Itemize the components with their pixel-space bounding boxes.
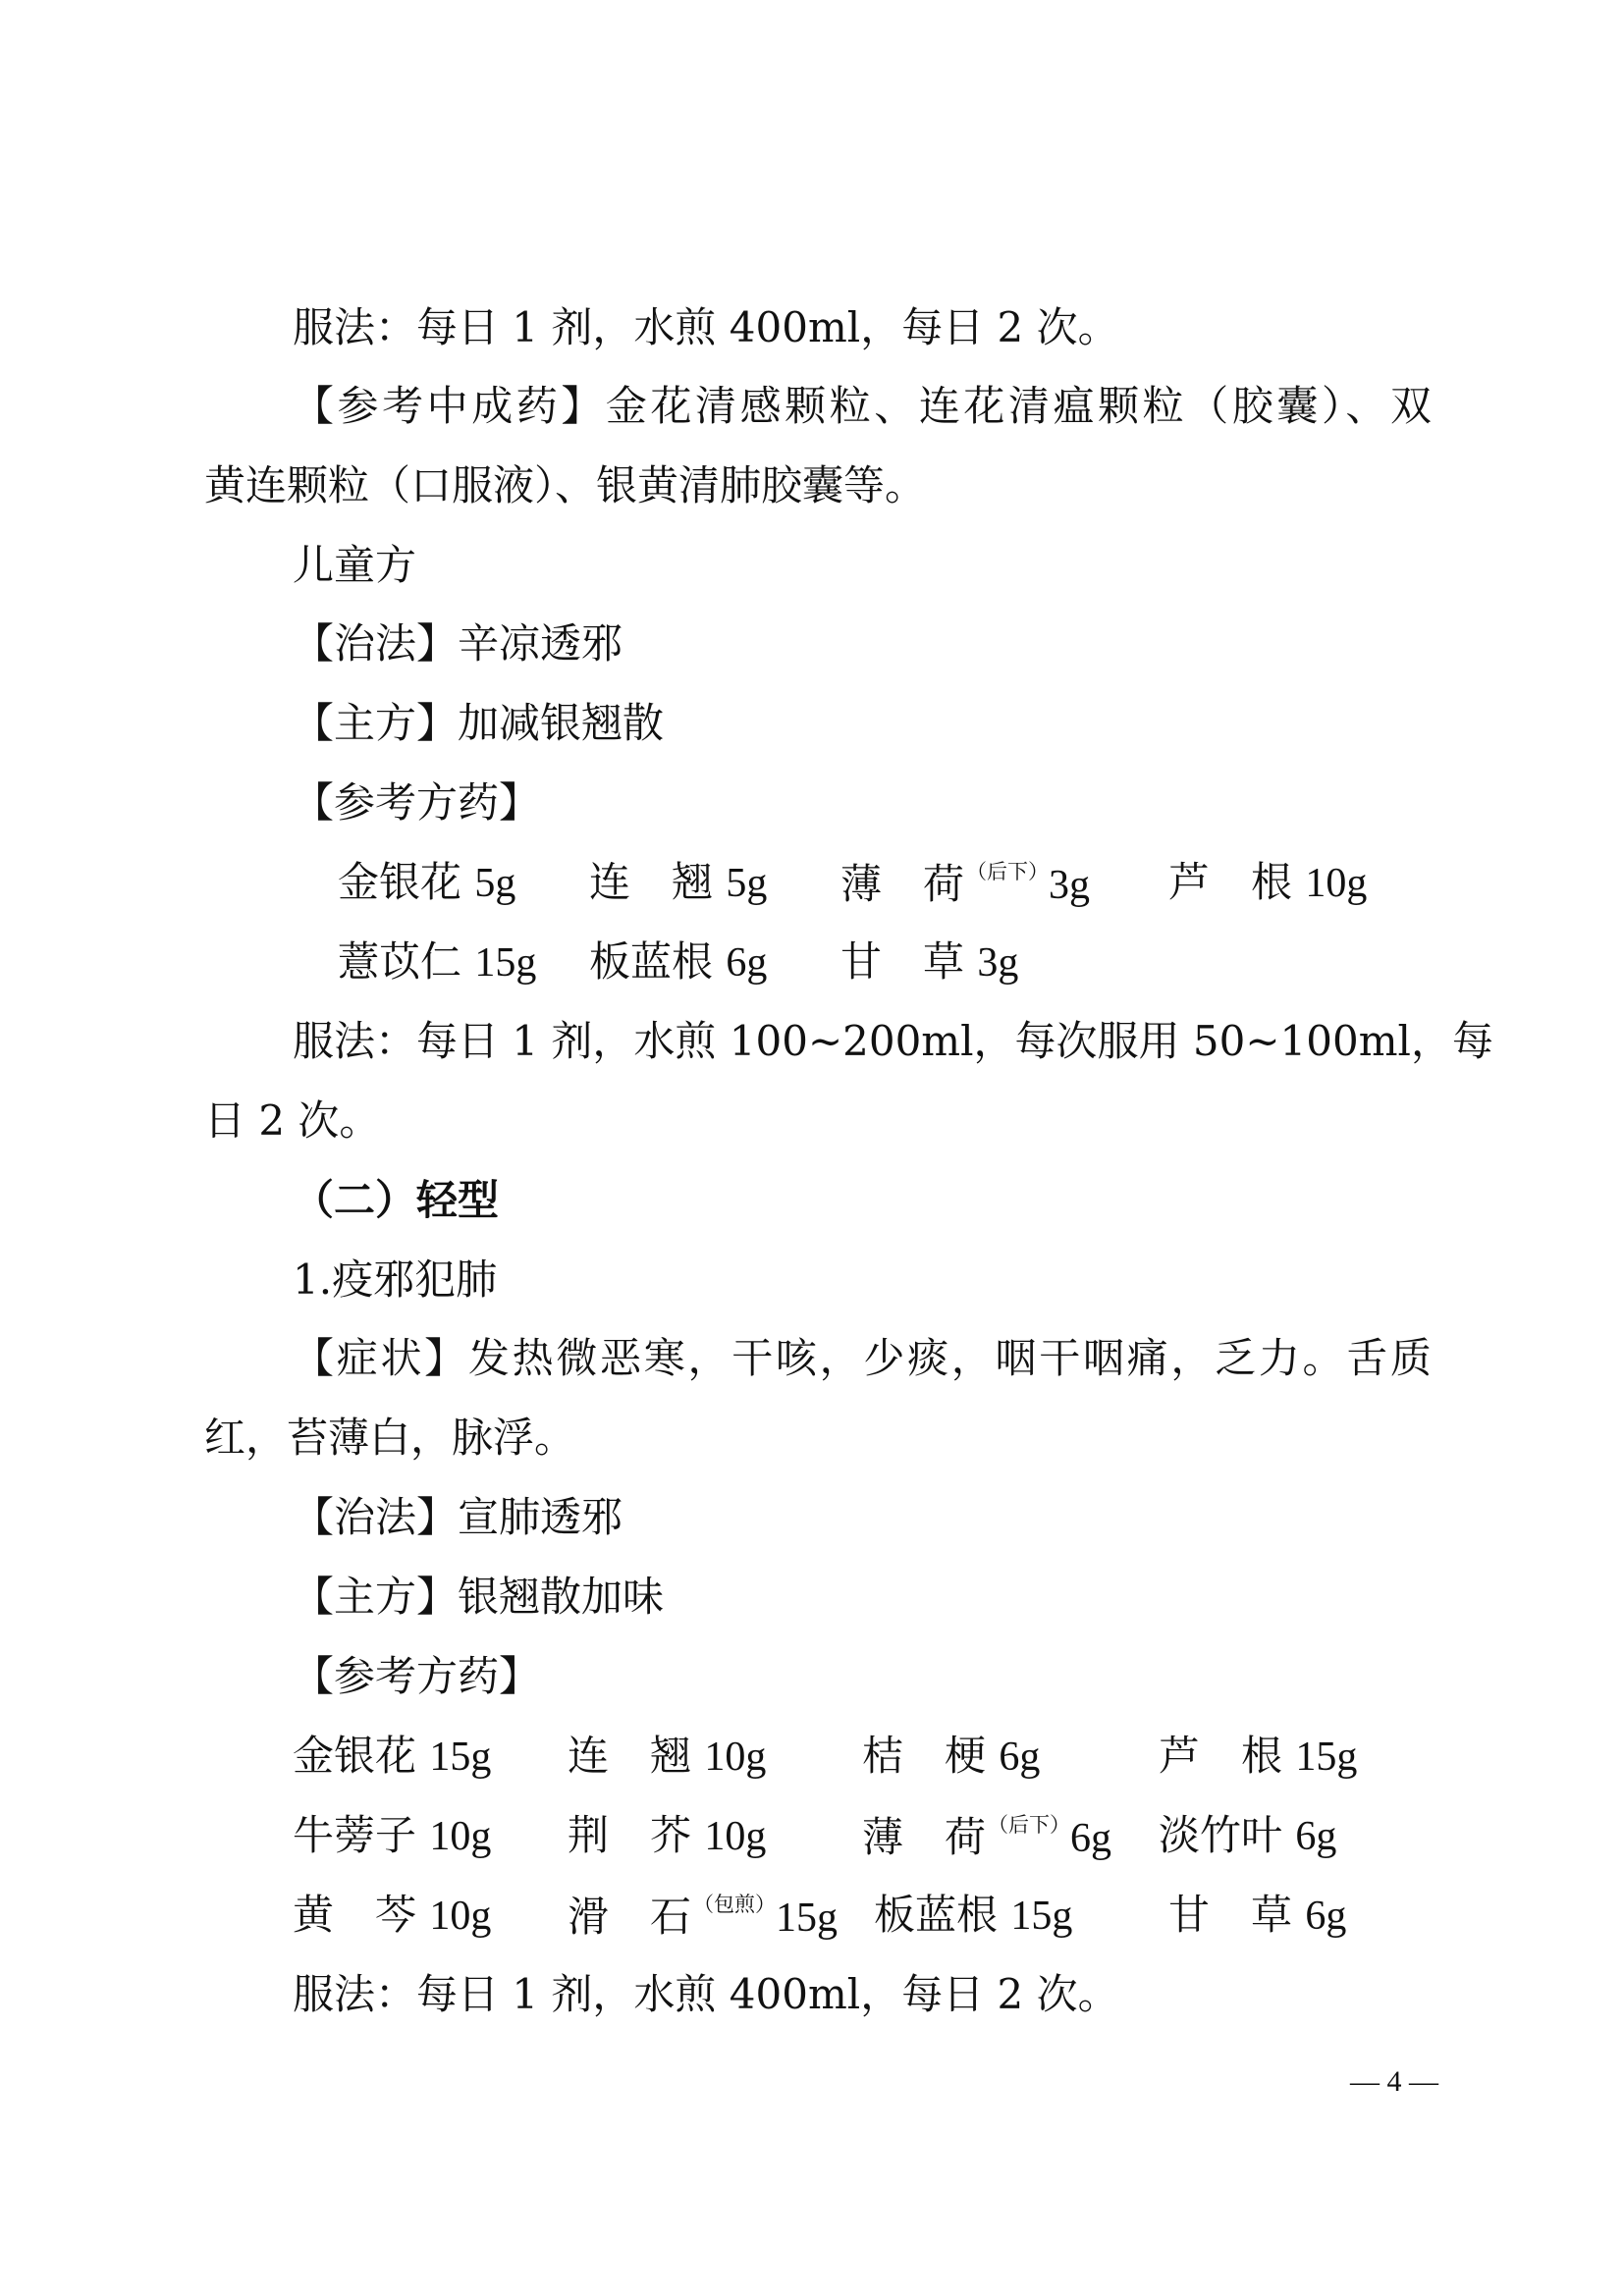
child-herb-item: 板蓝根 6g: [589, 937, 768, 986]
child-treatment-method: 【治法】辛凉透邪: [293, 619, 623, 667]
child-main-formula: 【主方】加减银翘散: [293, 699, 665, 747]
herb-item: 荆 芥 10g: [568, 1811, 767, 1859]
child-prescription-heading: 儿童方: [293, 541, 417, 589]
herb-item: 芦 根 15g: [1159, 1732, 1358, 1780]
herb-item: 牛蒡子 10g: [293, 1811, 492, 1859]
symptoms-line-1: 【症状】发热微恶寒，干咳，少痰，咽干咽痛，乏力。舌质: [293, 1334, 1432, 1382]
reference-heading: 【参考方药】: [293, 1652, 541, 1700]
herb-item: 薄 荷$^{(后下)}$6g: [862, 1813, 1112, 1861]
herb-item: 淡竹叶 6g: [1159, 1811, 1337, 1859]
child-reference-heading: 【参考方药】: [293, 778, 541, 827]
child-herb-item: 薏苡仁 15g: [338, 937, 537, 986]
herb-item: 黄 芩 10g: [293, 1891, 492, 1939]
treatment-method: 【治法】宣肺透邪: [293, 1493, 623, 1541]
section-title: （二）轻型: [293, 1176, 500, 1224]
herb-item: 滑 石$^{(包煎)}$15g: [568, 1893, 839, 1941]
herb-item: 板蓝根 15g: [874, 1891, 1073, 1939]
child-usage-line-2: 日 2 次。: [204, 1096, 381, 1145]
subsection-title: 1.疫邪犯肺: [293, 1255, 498, 1304]
symptoms-line-2: 红，苔薄白，脉浮。: [204, 1414, 576, 1462]
herb-item: 桔 梗 6g: [862, 1732, 1041, 1780]
child-herb-item: 连 翘 5g: [589, 858, 768, 906]
child-herb-item: 芦 根 10g: [1168, 858, 1368, 906]
herb-item: 甘 草 6g: [1168, 1891, 1347, 1939]
usage-line-final: 服法：每日 1 剂，水煎 400ml，每日 2 次。: [293, 1970, 1119, 2018]
main-formula: 【主方】银翘散加味: [293, 1573, 665, 1621]
page-number: — 4 —: [1350, 2065, 1438, 2098]
child-herb-item: 金银花 5g: [338, 858, 516, 906]
usage-line: 服法：每日 1 剂，水煎 400ml，每日 2 次。: [293, 303, 1119, 351]
herb-item: 金银花 15g: [293, 1732, 492, 1780]
child-herb-item: 薄 荷$^{(后下)}$3g: [840, 860, 1091, 908]
patent-medicine-line-2: 黄连颗粒（口服液）、银黄清肺胶囊等。: [204, 461, 927, 509]
herb-item: 连 翘 10g: [568, 1732, 767, 1780]
patent-medicine-line-1: 【参考中成药】金花清感颗粒、连花清瘟颗粒（胶囊）、双: [293, 382, 1432, 430]
child-herb-item: 甘 草 3g: [840, 937, 1019, 986]
child-usage-line-1: 服法：每日 1 剂，水煎 100~200ml，每次服用 50~100ml，每: [293, 1017, 1493, 1065]
